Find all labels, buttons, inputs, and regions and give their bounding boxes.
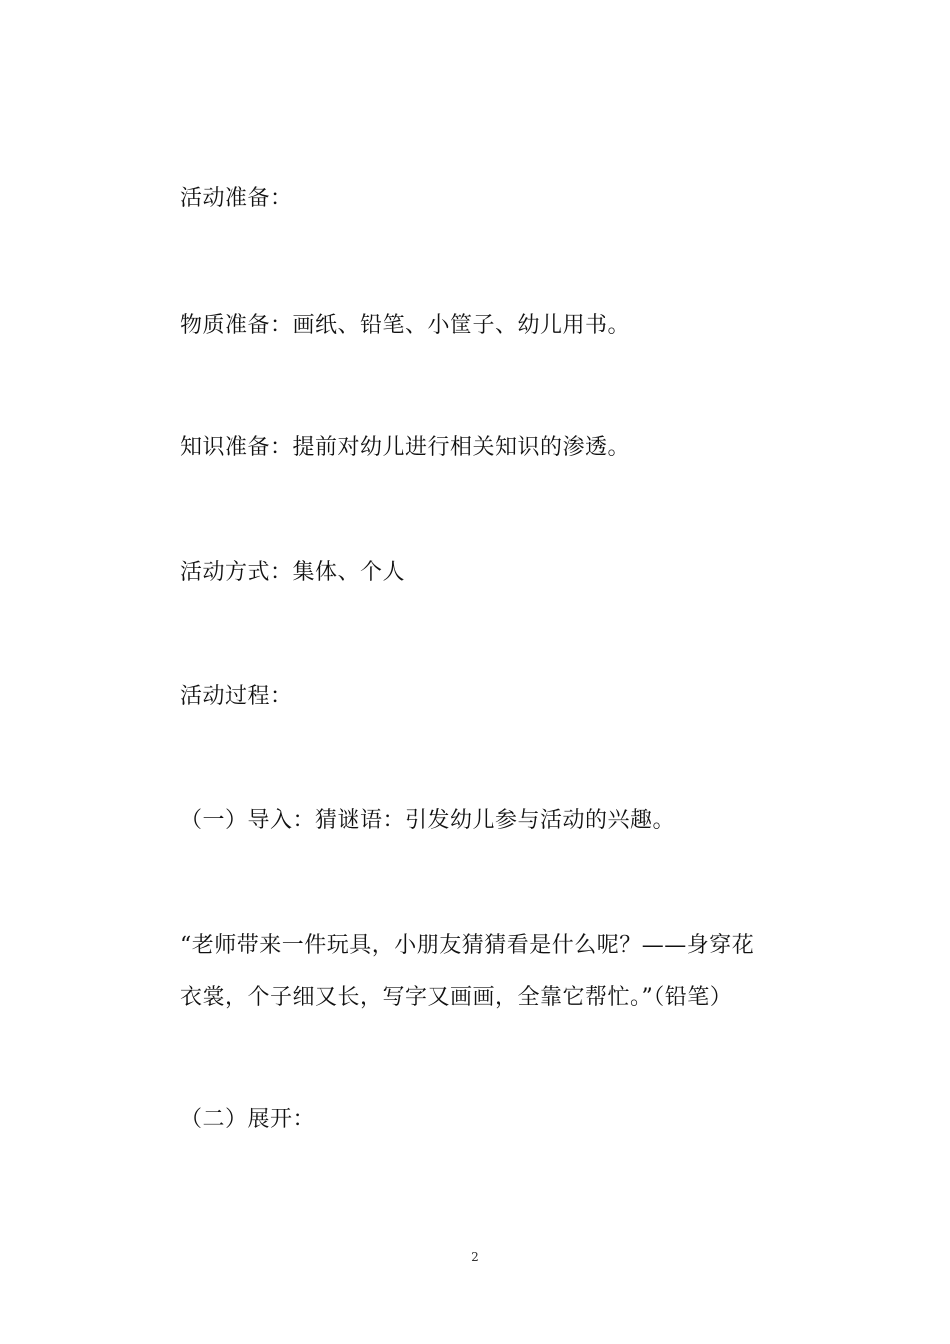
heading-activity-process: 活动过程：	[180, 684, 293, 709]
section-introduction-text: （一）导入：猜谜语：引发幼儿参与活动的兴趣。	[180, 808, 676, 833]
heading-activity-preparation: 活动准备：	[180, 186, 293, 211]
riddle-text-line-1: “老师带来一件玩具，小朋友猜猜看是什么呢？——身穿花	[180, 933, 755, 958]
knowledge-preparation-text: 知识准备：提前对幼儿进行相关知识的渗透。	[180, 435, 631, 460]
activity-method-text: 活动方式：集体、个人	[180, 560, 406, 585]
page-number: 2	[471, 1250, 479, 1264]
material-preparation-text: 物质准备：画纸、铅笔、小筐子、幼儿用书。	[180, 313, 631, 338]
riddle-text-line-2: 衣裳，个子细又长，写字又画画，全靠它帮忙。”（铅笔）	[180, 985, 733, 1010]
section-expansion-text: （二）展开：	[180, 1107, 316, 1132]
